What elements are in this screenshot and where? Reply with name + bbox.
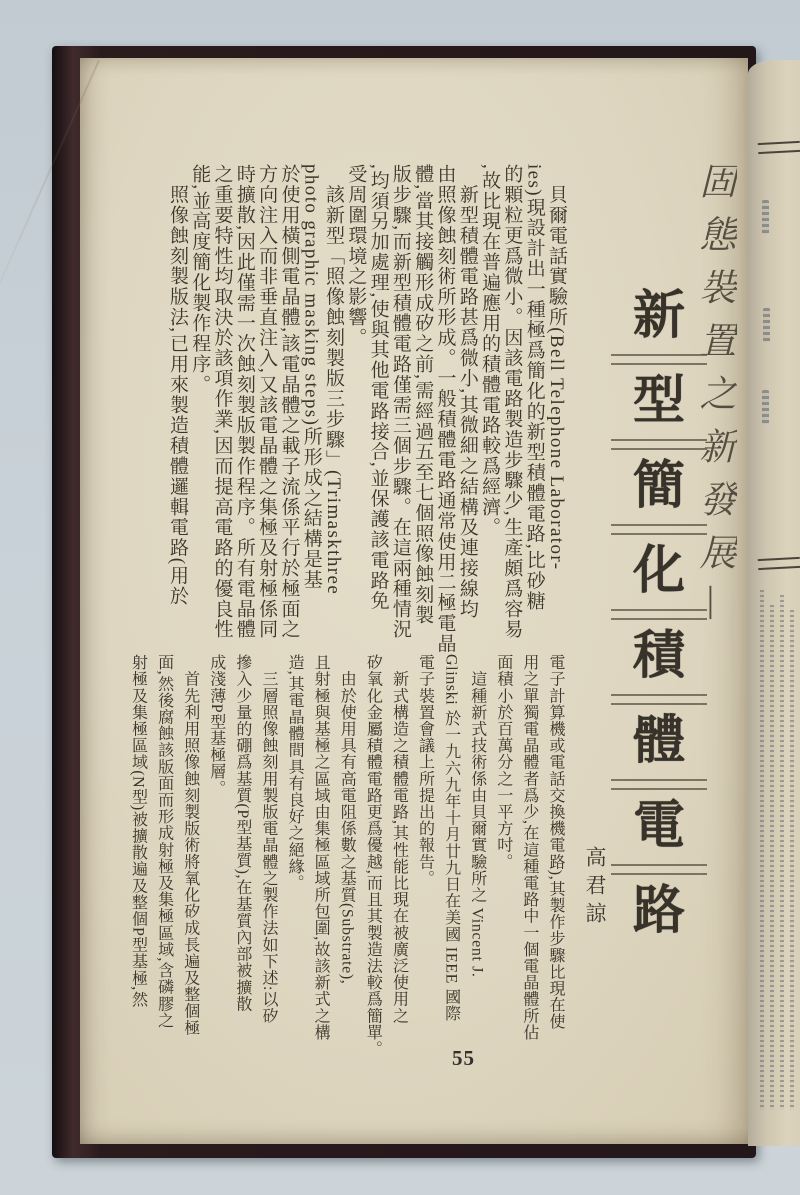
text-column: 受周圍環境之影響。 — [345, 164, 367, 348]
title-character: 電 — [632, 798, 685, 855]
page-number: 55 — [452, 1046, 475, 1070]
title-character: 積 — [632, 628, 685, 685]
title-character: 型 — [632, 373, 685, 430]
text-column: 面,然後腐蝕該版面而形成射極及集極區域,含磷膠之 — [155, 654, 173, 1029]
title-character: 體 — [632, 713, 685, 770]
text-column: 面積小於百萬分之一平方吋。 — [494, 654, 512, 870]
text-column: 能,並高度簡化製作程序。 — [189, 164, 211, 395]
title-character: 新 — [632, 288, 685, 345]
section-kicker: 固態裝置之新發展— — [693, 162, 734, 635]
title-character: 簡 — [632, 458, 685, 515]
body-upper-tier — [165, 164, 567, 666]
adjacent-page-text-smudge — [763, 308, 770, 342]
author-name: 高君諒 — [583, 846, 607, 930]
adjacent-page-rule — [758, 141, 800, 154]
title-separator-rule — [611, 609, 707, 620]
text-column: 摻入少量的硼爲基質(P型基質),在基質內部被擴散 — [233, 654, 251, 1012]
adjacent-page-text-smudge — [780, 595, 784, 1110]
article-title — [610, 290, 708, 939]
text-column: Glinski 於一九六九年十月廿九日在美國 IEEE 國際 — [442, 654, 460, 1022]
text-column: 射極及集極區域(N型)被擴散遍及整個P型基極,然 — [129, 654, 147, 1008]
text-column: 電子裝置會議上所提出的報告。 — [416, 654, 434, 887]
text-column: 照像蝕刻製版法,已用來製造積體邏輯電路(用於 — [166, 164, 188, 607]
text-column: 方向注入而非垂直注入,又該電晶體之集極及射極係同 — [256, 164, 278, 640]
text-column: 造,其電晶體間具有良好之絕緣。 — [286, 654, 304, 891]
text-column: 於使用橫側電晶體,該電晶體之載子流係平行於極面之 — [278, 164, 300, 640]
text-column: 矽氧化金屬積體電路更爲優越,而且其製造法較爲簡單。 — [364, 654, 382, 1057]
page-crease — [0, 60, 100, 335]
text-column: 用之單獨電晶體者爲少,在這種電路中一個電晶體所佔 — [520, 654, 538, 1041]
text-column: 時擴散,因此僅需一次蝕刻製版製作程序。所有電晶體 — [233, 164, 255, 640]
text-column: 電子計算機或電話交換機電路),其製作步驟比現在使 — [547, 654, 564, 1030]
title-separator-rule — [611, 439, 707, 450]
text-column: 三層照像蝕刻用製版電晶體之製作法如下述:以矽 — [259, 654, 277, 1025]
text-column: 的顆粒更爲微小。因該電路製造步驟少,生產頗爲容易 — [501, 164, 523, 640]
text-column: 且射極與基極之區域由集極區域所包圍,故該新式之構 — [312, 654, 330, 1041]
title-separator-rule — [611, 779, 707, 790]
text-column: 首先利用照像蝕刻製版術將氧化矽成長遍及整個極 — [181, 654, 199, 1036]
adjacent-page-text-smudge — [762, 200, 769, 234]
text-column: 由照像蝕刻術所形成。一般積體電路通常使用二極電晶 — [434, 164, 456, 654]
title-separator-rule — [611, 864, 707, 875]
text-column: ,故比現在普遍應用的積體電路較爲經濟。 — [479, 164, 501, 538]
adjacent-page-text-smudge — [762, 390, 769, 424]
text-column: 新式構造之積體電路,其性能比現在被廣泛使用之 — [390, 654, 408, 1024]
adjacent-page-text-smudge — [770, 605, 774, 1110]
title-character: 化 — [632, 543, 685, 600]
title-separator-rule — [611, 354, 707, 365]
title-separator-rule — [611, 694, 707, 705]
adjacent-page-rule — [758, 557, 800, 570]
text-column: ies)現設計出一種極爲簡化的新型積體電路,比砂糖 — [523, 164, 545, 612]
text-column: 由於使用具有高電阻係數之基質(Substrate), — [338, 654, 356, 985]
adjacent-page-text-smudge — [790, 610, 794, 1110]
text-column: 這種新式技術係由貝爾實驗所之 Vincent J. — [468, 654, 486, 978]
text-column: photo graphic masking steps)所形成之結構是基 — [300, 164, 322, 590]
body-lower-tier — [124, 654, 568, 1076]
title-character: 路 — [632, 883, 685, 940]
adjacent-page-edge — [748, 60, 800, 1146]
text-column: 之重要特性均取決於該項作業,因而提高電路的優良性 — [211, 164, 233, 640]
text-column: 新型積體電路甚爲微小,其微細之結構及連接線均 — [456, 164, 478, 619]
text-column: 版步驟,而新型積體電路僅需三個步驟。在這兩種情況 — [389, 164, 411, 640]
text-column: 體,當其接觸形成矽之前,需經過五至七個照像蝕刻製 — [412, 164, 434, 626]
adjacent-page-text-smudge — [760, 590, 764, 1110]
text-column: 該新型「照像蝕刻製版三步驟」(Trimaskthree — [323, 164, 345, 596]
document-page — [80, 58, 748, 1144]
text-column: 成淺薄P型基極層。 — [207, 654, 225, 797]
text-column: ,均須另加處理,使與其他電路接合,並保護該電路免 — [367, 164, 389, 611]
text-column: 貝爾電話實驗所(Bell Telephone Laborator- — [546, 164, 567, 571]
title-separator-rule — [611, 524, 707, 535]
